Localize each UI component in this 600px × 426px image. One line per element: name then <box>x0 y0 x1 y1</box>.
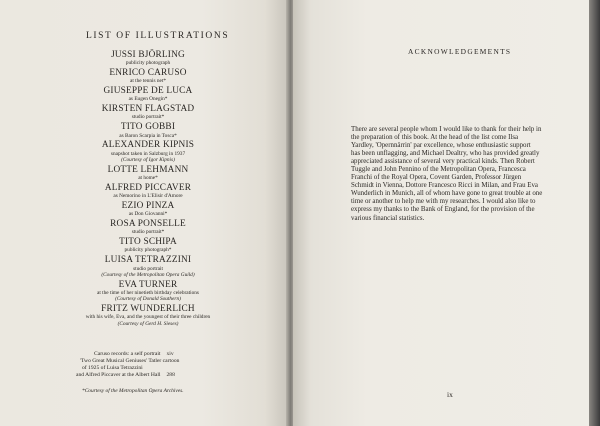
caruso-line-2: 'Two Great Musical Geniuses' Tatler cartoon <box>80 357 180 364</box>
illustration-name: ALEXANDER KIPNIS <box>101 140 195 151</box>
acknowledgements-line: express my thanks to the Bank of England, for the provision of the <box>351 206 535 214</box>
caruso-line-3: of 1925 of Luisa Tetrazzini <box>82 364 143 371</box>
acknowledgements-line: time or another to help me with my researches. I would also like to <box>351 198 536 206</box>
illustration-description: as Eugen Onegin* <box>128 96 168 103</box>
illustration-description: as Baron Scarpia in Tosca* <box>119 132 177 139</box>
illustration-name: ENRICO CARUSO <box>109 68 187 79</box>
acknowledgements-body <box>351 126 577 223</box>
book-edge <box>589 0 600 426</box>
acknowledgements-line: Yardley, 'Opernnärrin' par excellence, whose enthusiastic support <box>351 142 531 150</box>
acknowledgements-line: various financial statistics. <box>351 214 425 222</box>
illustration-entry <box>70 165 226 182</box>
caruso-line-4-page: 288 <box>166 371 175 378</box>
illustration-name: EZIO PINZA <box>121 201 175 212</box>
acknowledgements-line: has been unflagging, and Michael Dealtry, who has provided greatly <box>351 150 540 158</box>
illustration-description: (Courtesy of the Metropolitan Opera Guild) <box>101 271 195 278</box>
illustration-name: ALFRED PICCAVER <box>104 182 192 193</box>
illustrations-list <box>70 50 226 327</box>
illustration-name: ROSA PONSELLE <box>110 219 186 230</box>
acknowledgements-line: Tuggle and John Pennino of the Metropolitan Opera, Francesca <box>351 166 526 174</box>
illustration-description: as Nemorino in L'Elisir d'Amore <box>113 193 183 200</box>
illustration-name: TITO GOBBI <box>120 122 176 133</box>
illustration-entry <box>70 50 226 67</box>
right-page <box>293 0 589 426</box>
acknowledgements-line: There are several people whom I would like to thank for their help in <box>351 126 542 133</box>
illustration-entry <box>70 183 226 200</box>
caruso-line-4 <box>72 372 242 379</box>
illustration-description: with his wife, Eva, and the youngest of their three children <box>85 314 211 321</box>
illustration-description: snapshot taken in Salzburg in 1937 <box>110 150 186 157</box>
caruso-line-1-text: Caruso records: a self portrait <box>94 351 161 357</box>
acknowledgements-line: Wunderlich in Munich, all of whom have gone to great trouble at one <box>351 190 543 198</box>
acknowledgements-line: Franchi of the Royal Opera, Covent Garden, Professor Jürgen <box>351 174 522 182</box>
caruso-records-block <box>72 351 242 379</box>
acknowledgements-title: ACKNOWLEDGEMENTS <box>408 47 512 56</box>
illustration-description: publicity photograph <box>125 60 171 67</box>
illustration-name: TITO SCHIPA <box>119 237 177 248</box>
page-number: ix <box>447 390 453 399</box>
illustration-description: studio portrait* <box>131 114 165 121</box>
illustration-description: studio portrait <box>133 265 163 272</box>
illustration-entry <box>70 201 226 218</box>
illustration-name: JUSSI BJÖRLING <box>111 50 185 60</box>
illustration-description: publicity photograph* <box>124 247 172 254</box>
left-page <box>0 0 288 426</box>
illustration-description: (Courtesy of Donald Southern) <box>115 296 181 303</box>
footnote: *Courtesy of the Metropolitan Opera Archives. <box>82 388 184 394</box>
illustrations-title: LIST OF ILLUSTRATIONS <box>86 31 230 41</box>
caruso-line-1 <box>72 351 242 358</box>
illustration-entry <box>70 140 226 163</box>
illustration-entry <box>70 122 226 139</box>
illustration-entry <box>70 68 226 85</box>
illustration-description: at the tennis net* <box>129 78 167 85</box>
illustration-entry <box>70 219 226 236</box>
illustration-description: (Courtesy of Igor Kipnis) <box>121 156 175 163</box>
acknowledgements-line: appreciated assistance of several very practical kinds. Then Robert <box>351 158 535 166</box>
caruso-line-4-text: and Alfred Piccaver at the Albert Hall <box>76 371 161 378</box>
illustration-name: LOTTE LEHMANN <box>107 164 189 175</box>
acknowledgements-line: Schmidt in Vienna, Dottore Francesco Ricci in Milan, and Frau Eva <box>351 182 538 190</box>
illustration-description: as Don Giovanni* <box>128 211 168 218</box>
illustration-name: FRITZ WUNDERLICH <box>101 304 195 315</box>
caruso-line-1-page: xiv <box>166 351 174 357</box>
illustration-description: studio portrait* <box>131 229 165 236</box>
illustration-description: at home* <box>138 175 158 182</box>
illustration-description: (Courtesy of Gerd H. Sieses) <box>117 320 179 327</box>
illustration-entry <box>70 104 226 121</box>
illustration-entry <box>70 304 226 327</box>
acknowledgements-line: the preparation of this book. At the head of the list come Ilsa <box>351 134 519 142</box>
illustration-entry <box>70 280 226 303</box>
illustration-name: KIRSTEN FLAGSTAD <box>101 104 195 115</box>
illustration-entry <box>70 86 226 103</box>
illustration-entry <box>70 237 226 254</box>
illustration-entry <box>70 255 226 278</box>
illustration-name: LUISA TETRAZZINI <box>104 255 192 266</box>
illustration-name: GIUSEPPE DE LUCA <box>103 86 193 97</box>
illustration-name: EVA TURNER <box>118 279 178 290</box>
illustration-description: at the time of her ninetieth birthday celebrations <box>97 289 199 296</box>
